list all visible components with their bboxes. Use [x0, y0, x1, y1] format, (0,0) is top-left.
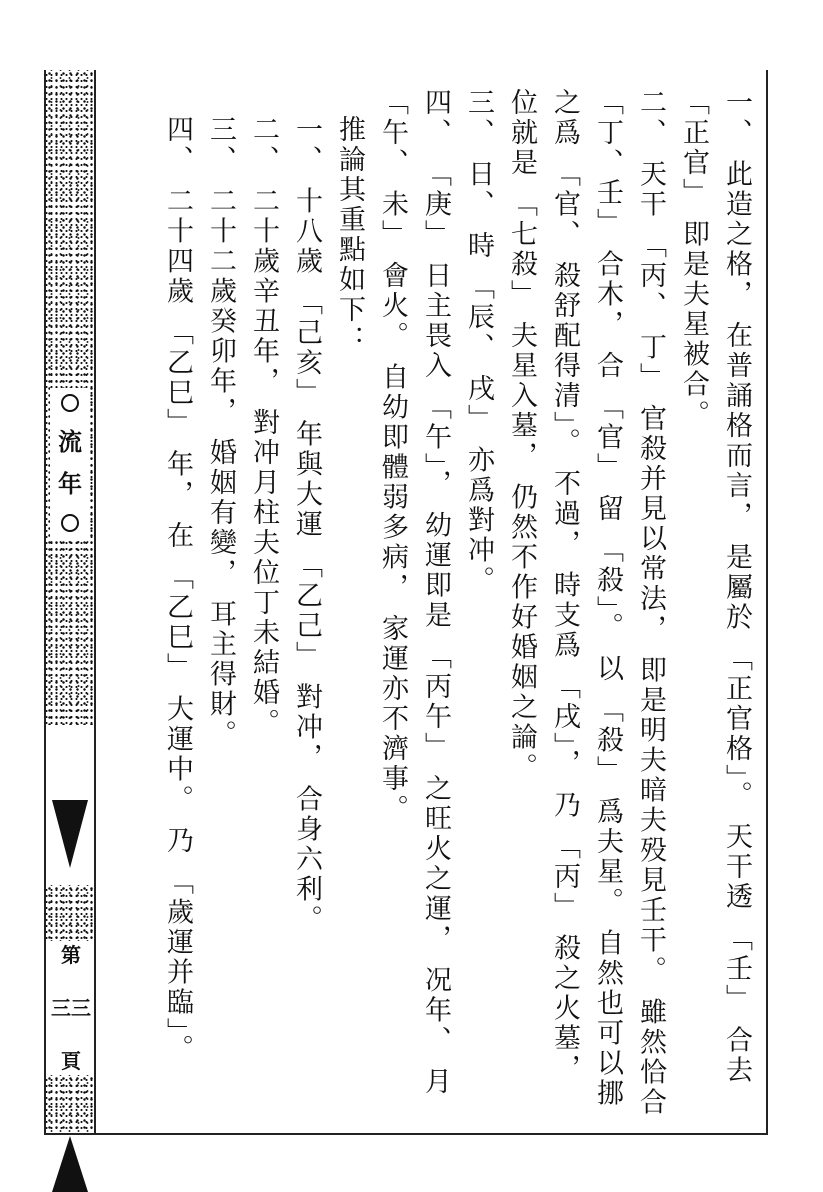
section-title-char-1: 流: [58, 427, 82, 456]
page-indicator: [48, 941, 94, 1075]
summary-item-3: 三、 二十二歲癸卯年， 婚姻有變， 耳主得財。: [205, 115, 236, 750]
summary-heading: 推論其重點如下：: [334, 115, 365, 355]
section-title: [50, 388, 90, 538]
page-down-arrow-icon[interactable]: [52, 800, 88, 868]
paragraph-1: 一、 此造之格， 在普誦格而言， 是屬於 「正官格」。 天干透 「壬」 合去 「正官」 即是夫星被合。: [678, 88, 752, 1086]
section-title-char-2: 年: [58, 469, 82, 498]
summary-item-2: 二、 二十歲辛丑年， 對冲月柱夫位丁未結婚。: [248, 115, 279, 739]
sidebar-pattern-mid: [46, 885, 94, 941]
page-up-arrow-icon[interactable]: [52, 1136, 88, 1192]
paragraph-4: 四、 「庚」 日主畏入 「午」， 幼運即是 「丙午」 之旺火之運， 况年、 月 「午、 未」 會火。 自幼即體弱多病， 家運亦不濟事。: [377, 88, 451, 1098]
circle-mark-icon: [61, 514, 79, 532]
circle-mark-icon: [61, 394, 79, 412]
page-number: 三三: [51, 996, 91, 1020]
page-label: 第: [61, 943, 81, 967]
summary-item-4: 四、 二十四歲 「乙巳」 年， 在 「乙巳」 大運中。 乃 「歲運并臨」。: [162, 115, 193, 1065]
body-text: [110, 88, 758, 1128]
page-unit: 頁: [61, 1049, 81, 1073]
sidebar-pattern-low: [46, 1075, 94, 1133]
vertical-text-column: [110, 88, 758, 1118]
paragraph-2: 二、 天干 「丙、 丁」 官殺并見以常法， 即是明夫暗夫殁見壬干。 雖然恰合 「丁、壬」 合木， 合 「官」 留 「殺」。 以 「殺」 爲夫星。 自然也可以挪之爲 「官、 殺舒配得清」。 不過， 時支爲 「戌」， 乃 「丙」 殺之火墓， 位就是 「七殺」 夫星入墓， 仍然不作好婚姻之論。: [506, 88, 666, 1118]
sidebar: [44, 70, 96, 1133]
paragraph-3: 三、 日、 時 「辰、 戌」 亦爲對冲。: [463, 88, 494, 596]
summary-item-1: 一、 十八歲 「己亥」 年與大運 「乙己」 對冲， 合身六利。: [291, 115, 322, 935]
